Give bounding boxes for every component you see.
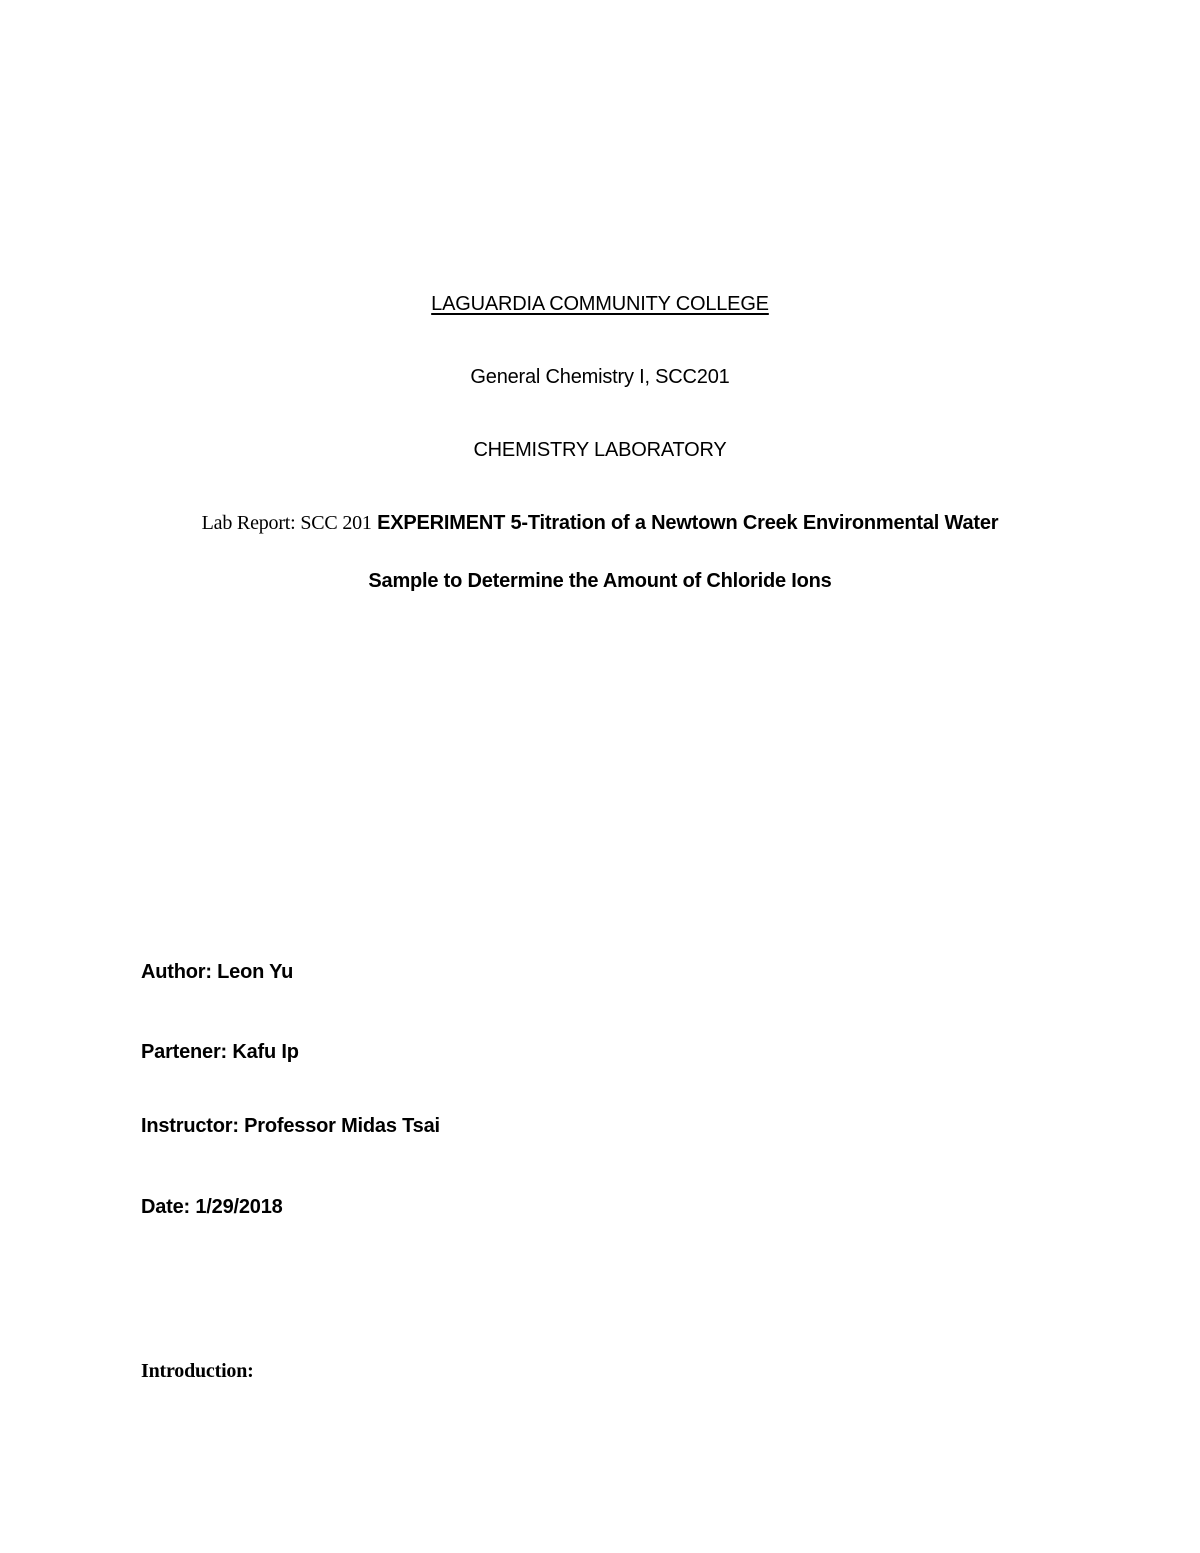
report-title-experiment: EXPERIMENT 5-Titration of a Newtown Creek Environmental Water	[377, 512, 999, 534]
report-title-line-2: Sample to Determine the Amount of Chloride Ions	[368, 570, 832, 592]
report-title-prefix: Lab Report: SCC 201	[201, 512, 372, 534]
course-name: General Chemistry I, SCC201	[470, 366, 730, 388]
report-title-line-1	[0, 511, 1200, 535]
introduction-heading: Introduction:	[141, 1360, 254, 1382]
partner-line: Partener: Kafu Ip	[141, 1041, 299, 1063]
date-line: Date: 1/29/2018	[141, 1196, 283, 1218]
instructor-line: Instructor: Professor Midas Tsai	[141, 1115, 440, 1137]
author-line: Author: Leon Yu	[141, 961, 294, 983]
college-name: LAGUARDIA COMMUNITY COLLEGE	[431, 293, 769, 315]
lab-department: CHEMISTRY LABORATORY	[473, 439, 727, 461]
